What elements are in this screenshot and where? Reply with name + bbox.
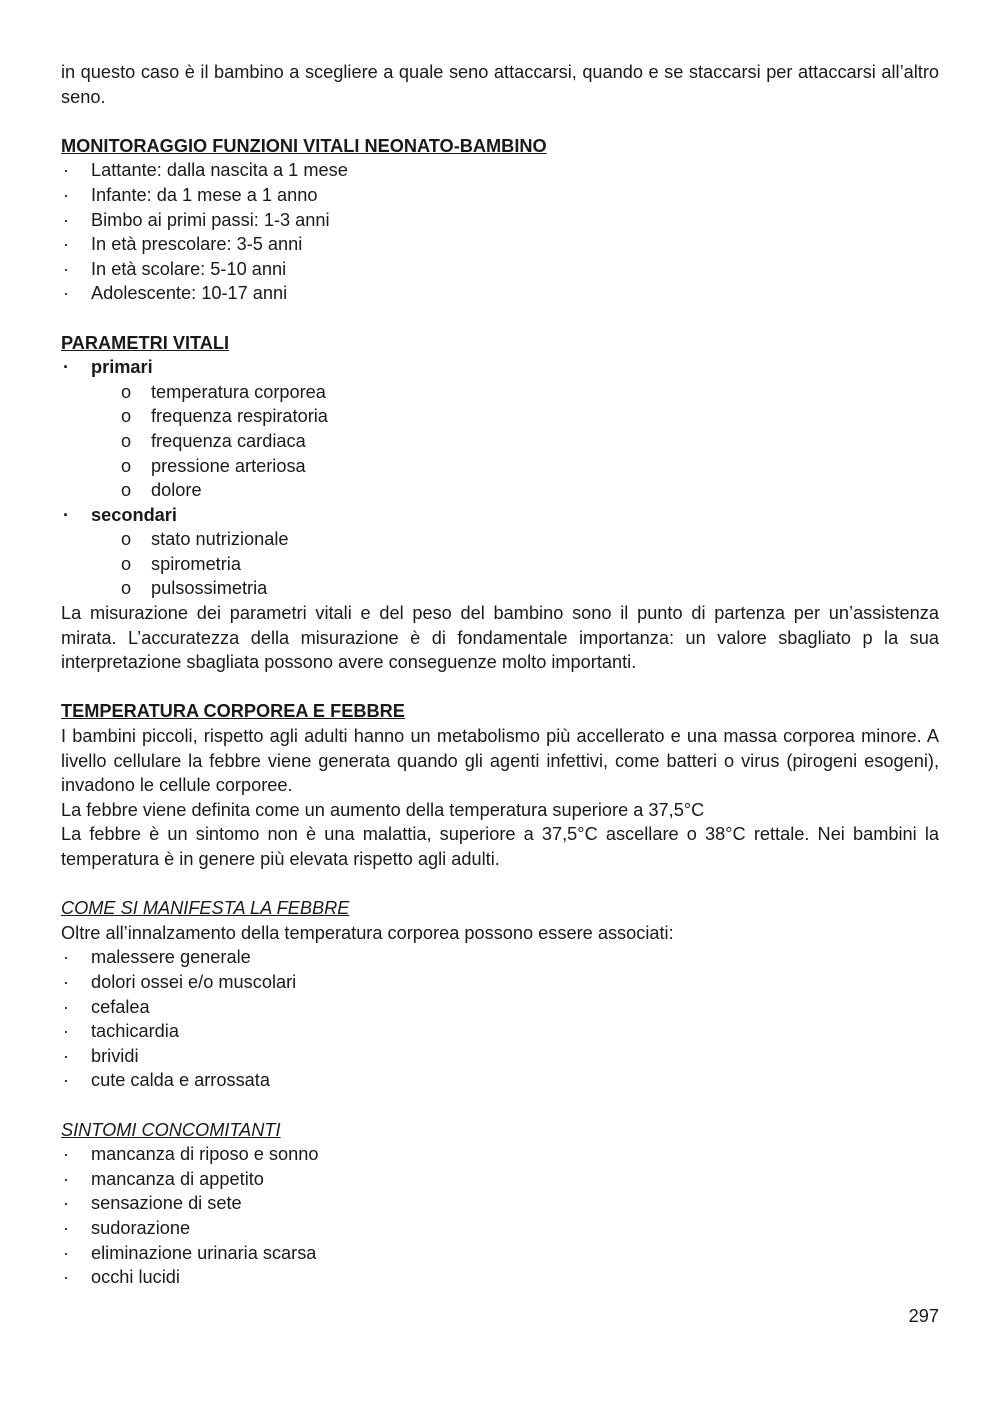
list-item: · Infante: da 1 mese a 1 anno [61, 183, 939, 208]
page-number: 297 [908, 1306, 939, 1326]
list-item: · cefalea [61, 995, 939, 1020]
list-item: · Lattante: dalla nascita a 1 mese [61, 158, 939, 183]
temperatura-paragraph-1: I bambini piccoli, rispetto agli adulti hanno un metabolismo più accellerato e una massa corporea minore. A livello cellulare la febbre viene generata quando gli agenti infettivi, come batteri o virus (pirogeni esogeni), invadono le cellule corporee. [61, 726, 939, 796]
list-item: · Bimbo ai primi passi: 1-3 anni [61, 208, 939, 233]
parameters-list [61, 355, 939, 601]
sub-list-item: o pulsossimetria [61, 576, 939, 601]
list-item: · In età scolare: 5-10 anni [61, 257, 939, 282]
list-item: · cute calda e arrossata [61, 1068, 939, 1093]
list-item: · tachicardia [61, 1019, 939, 1044]
list-item: · dolori ossei e/o muscolari [61, 970, 939, 995]
list-item: · sensazione di sete [61, 1191, 939, 1216]
manifesta-intro: Oltre all’innalzamento della temperatura corporea possono essere associati: [61, 922, 674, 943]
section-heading-temperatura: TEMPERATURA CORPOREA E FEBBRE [61, 701, 405, 722]
section-heading-monitoraggio: MONITORAGGIO FUNZIONI VITALI NEONATO-BAMBINO [61, 135, 547, 156]
intro-paragraph: in questo caso è il bambino a scegliere a quale seno attaccarsi, quando e se staccarsi per attaccarsi all’altro seno. [61, 62, 939, 107]
subsection-heading-manifesta: COME SI MANIFESTA LA FEBBRE [61, 898, 350, 919]
list-item: · sudorazione [61, 1216, 939, 1241]
section-heading-parametri: PARAMETRI VITALI [61, 332, 230, 353]
list-item: · brividi [61, 1044, 939, 1069]
sub-list-item: o temperatura corporea [61, 380, 939, 405]
sub-list-item: o pressione arteriosa [61, 454, 939, 479]
temperatura-paragraph-2: La febbre viene definita come un aumento della temperatura superiore a 37,5°C [61, 799, 705, 820]
spacer [61, 306, 939, 331]
spacer [61, 1093, 939, 1118]
list-item: · Adolescente: 10-17 anni [61, 281, 939, 306]
list-item-secondari: · secondari [61, 503, 939, 528]
sub-list-item: o dolore [61, 478, 939, 503]
list-item-primari: · primari [61, 355, 939, 380]
list-item: · mancanza di appetito [61, 1167, 939, 1192]
manifestation-list [61, 945, 939, 1093]
document-page [61, 60, 939, 1290]
parametri-paragraph: La misurazione dei parametri vitali e del peso del bambino sono il punto di partenza per un’assistenza mirata. L’accuratezza della misurazione è di fondamentale importanza: un valore sbagliato p la sua interpretazione sbagliata possono avere conseguenze molto importanti. [61, 603, 939, 673]
spacer [61, 872, 939, 897]
sub-list-item: o frequenza respiratoria [61, 404, 939, 429]
sub-list-item: o frequenza cardiaca [61, 429, 939, 454]
age-list [61, 158, 939, 306]
list-item: · malessere generale [61, 945, 939, 970]
list-item: · occhi lucidi [61, 1265, 939, 1290]
spacer [61, 675, 939, 700]
subsection-heading-sintomi: SINTOMI CONCOMITANTI [61, 1119, 281, 1140]
spacer [61, 109, 939, 134]
sub-list-item: o spirometria [61, 552, 939, 577]
sub-list-item: o stato nutrizionale [61, 527, 939, 552]
symptoms-list [61, 1142, 939, 1290]
list-item: · eliminazione urinaria scarsa [61, 1241, 939, 1266]
temperatura-paragraph-3: La febbre è un sintomo non è una malattia, superiore a 37,5°C ascellare o 38°C rettale. Nei bambini la temperatura è in genere più elevata rispetto agli adulti. [61, 824, 939, 869]
list-item: · In età prescolare: 3-5 anni [61, 232, 939, 257]
list-item: · mancanza di riposo e sonno [61, 1142, 939, 1167]
